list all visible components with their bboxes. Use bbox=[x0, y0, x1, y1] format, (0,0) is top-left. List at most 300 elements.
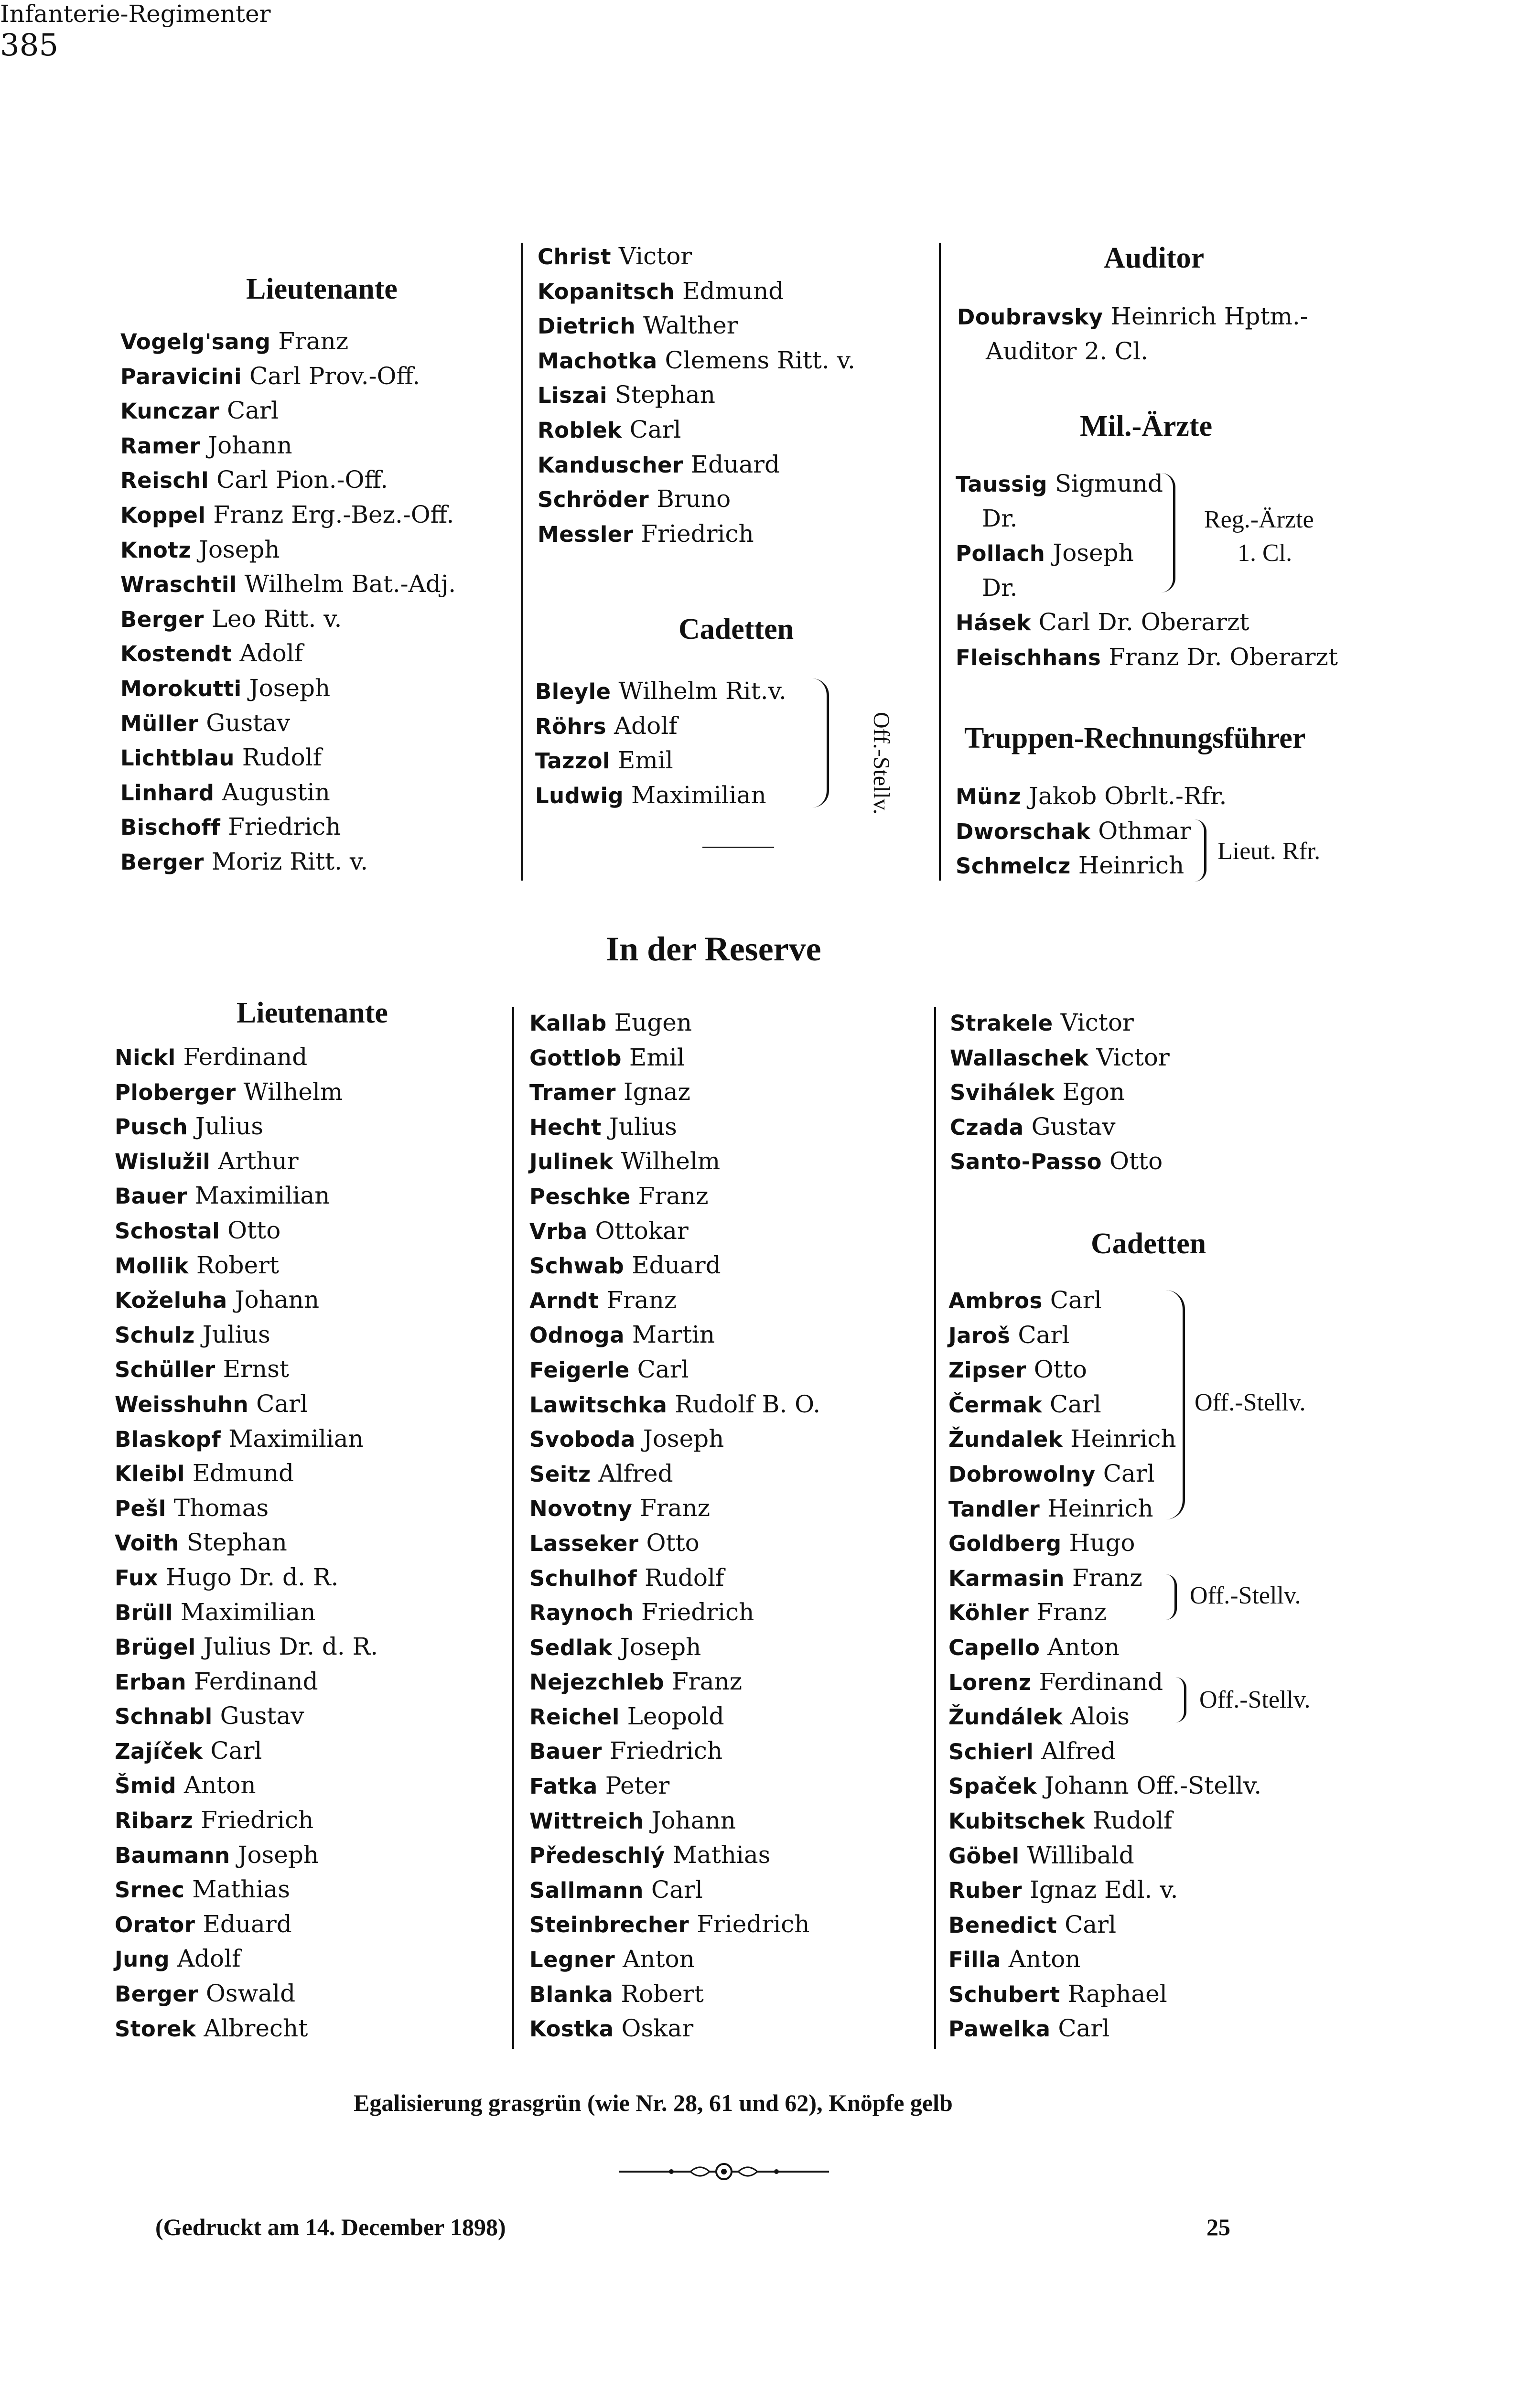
entry-details: Otto bbox=[646, 1528, 700, 1557]
list-entry bbox=[538, 517, 855, 551]
entry-details: Adolf bbox=[239, 639, 303, 667]
entry-surname: Nejezchleb bbox=[529, 1669, 665, 1695]
entry-surname: Srnec bbox=[115, 1877, 185, 1903]
entry-details: Heinrich bbox=[1078, 851, 1185, 880]
entry-details: Friedrich bbox=[200, 1806, 314, 1834]
entry-surname: Liszai bbox=[538, 383, 607, 409]
list-entry bbox=[950, 1005, 1170, 1040]
entry-surname: Kunczar bbox=[120, 398, 220, 424]
entry-details: Joseph bbox=[237, 1840, 319, 1869]
list-entry bbox=[120, 497, 456, 532]
list-entry bbox=[115, 1768, 378, 1803]
entry-details: Augustin bbox=[222, 778, 330, 806]
entry-details: Willibald bbox=[1027, 1841, 1134, 1869]
entry-surname: Feigerle bbox=[529, 1357, 630, 1383]
entry-surname: Legner bbox=[529, 1947, 615, 1973]
running-head: Infanterie-Regimenter bbox=[0, 0, 271, 28]
list-entry bbox=[535, 709, 786, 743]
entry-details: Eduard bbox=[632, 1251, 721, 1280]
list-entry bbox=[529, 1491, 820, 1526]
entry-surname: Vrba bbox=[529, 1218, 588, 1244]
entry-surname: Bleyle bbox=[535, 679, 611, 704]
entry-surname: Sallmann bbox=[529, 1877, 644, 1903]
entry-details: Ignaz bbox=[623, 1078, 690, 1106]
list-entry bbox=[538, 447, 855, 482]
entry-details: Gustav bbox=[206, 709, 291, 737]
entry-details: Ottokar bbox=[595, 1216, 689, 1245]
list-entry bbox=[948, 1803, 1261, 1838]
entry-details: Franz bbox=[640, 1494, 711, 1522]
entry-surname: Reischl bbox=[120, 468, 209, 494]
list-entry bbox=[529, 1421, 820, 1456]
entry-details: Franz Erg.-Bez.-Off. bbox=[213, 500, 454, 528]
column-rule bbox=[512, 1007, 514, 2049]
list-entry bbox=[538, 308, 855, 343]
list-entry bbox=[115, 1248, 378, 1283]
list-entry bbox=[529, 1560, 820, 1595]
entry-details: Eduard bbox=[203, 1910, 292, 1938]
heading-mil-aerzte: Mil.-Ärzte bbox=[1080, 410, 1213, 442]
entry-surname: Paravicini bbox=[120, 364, 242, 389]
bracket-label-class: 1. Cl. bbox=[1238, 539, 1292, 567]
column-rule bbox=[934, 1007, 936, 2049]
entry-details: Carl Prov.-Off. bbox=[249, 362, 420, 390]
entry-details: Rudolf B. O. bbox=[675, 1390, 821, 1418]
bracket-label-reg-aerzte: Reg.-Ärzte bbox=[1204, 506, 1314, 533]
entry-details: Maximilian bbox=[194, 1182, 330, 1210]
entry-details: Otto bbox=[1034, 1356, 1087, 1384]
list-entry bbox=[115, 1075, 378, 1109]
list-entry bbox=[120, 844, 456, 879]
entry-surname: Berger bbox=[120, 606, 204, 632]
bracket bbox=[1175, 1677, 1186, 1722]
list-entry bbox=[529, 1317, 820, 1352]
entry-surname: Fatka bbox=[529, 1774, 598, 1799]
entry-details: Johann bbox=[235, 1286, 320, 1314]
entry-surname: Ambros bbox=[948, 1288, 1043, 1313]
list-entry bbox=[529, 1630, 820, 1665]
list-entry bbox=[115, 1352, 378, 1387]
entry-details: Maximilian bbox=[228, 1424, 364, 1453]
entry-surname: Předeschlý bbox=[529, 1843, 665, 1869]
entry-surname: Žundalek bbox=[948, 1427, 1063, 1453]
entry-details: Carl bbox=[1050, 1286, 1102, 1314]
entry-surname: Nickl bbox=[115, 1045, 176, 1070]
entry-surname: Spaček bbox=[948, 1774, 1037, 1799]
bracket-label-off-stellv: Off.-Stellv. bbox=[869, 712, 894, 815]
list-entry bbox=[115, 1803, 378, 1838]
entry-details: Edmund bbox=[192, 1459, 294, 1487]
entry-surname: Bischoff bbox=[120, 815, 221, 840]
list-entry bbox=[948, 1838, 1261, 1873]
entry-surname: Erban bbox=[115, 1669, 187, 1695]
entry-details: Heinrich bbox=[1047, 1494, 1153, 1522]
entry-details: Franz bbox=[606, 1286, 677, 1314]
entry-surname: Wallaschek bbox=[950, 1045, 1089, 1071]
list-entry bbox=[115, 1941, 378, 1976]
entry-surname: Orator bbox=[115, 1912, 195, 1937]
entry-details: Gustav bbox=[1031, 1112, 1116, 1141]
list-entry bbox=[120, 324, 456, 359]
entry-surname: Linhard bbox=[120, 780, 215, 806]
entry-details: Gustav bbox=[220, 1702, 304, 1730]
entry-details: Victor bbox=[1096, 1043, 1170, 1071]
list-entry bbox=[529, 1040, 820, 1075]
entry-surname: Brügel bbox=[115, 1635, 196, 1660]
entry-details: Bruno bbox=[657, 485, 731, 513]
list-entry bbox=[529, 1075, 820, 1109]
entry-details: Friedrich bbox=[228, 813, 341, 841]
rechnung-list bbox=[956, 779, 1227, 883]
list-entry bbox=[948, 1491, 1261, 1526]
entry-surname: Filla bbox=[948, 1947, 1001, 1973]
entry-surname: Kostka bbox=[529, 2016, 614, 2042]
entry-surname: Karmasin bbox=[948, 1565, 1065, 1591]
entry-details: Jakob Obrlt.-Rfr. bbox=[1028, 782, 1227, 810]
entry-details: Carl bbox=[637, 1355, 689, 1383]
entry-details: Ferdinand bbox=[194, 1667, 318, 1695]
entry-surname: Dworschak bbox=[956, 818, 1091, 844]
column-rule bbox=[521, 243, 523, 881]
entry-surname: Reichel bbox=[529, 1704, 620, 1730]
bracket-label-off-stellv: Off.-Stellv. bbox=[1199, 1686, 1311, 1713]
entry-details: Anton bbox=[1008, 1945, 1081, 1973]
entry-surname: Seitz bbox=[529, 1461, 591, 1487]
auditor-entry bbox=[957, 299, 1308, 368]
list-entry bbox=[538, 239, 855, 274]
list-entry bbox=[529, 2011, 820, 2046]
list-entry bbox=[120, 706, 456, 741]
bracket bbox=[1166, 1290, 1185, 1519]
list-entry bbox=[956, 848, 1227, 883]
entry-surname: Machotka bbox=[538, 348, 657, 374]
entry-details: Carl bbox=[1049, 1390, 1101, 1418]
list-entry bbox=[948, 1526, 1261, 1560]
entry-details: Maximilian bbox=[180, 1598, 316, 1626]
entry-surname: Goldberg bbox=[948, 1531, 1062, 1557]
list-entry bbox=[115, 1109, 378, 1144]
entry-details: Wilhelm bbox=[243, 1077, 343, 1106]
list-entry bbox=[529, 1214, 820, 1248]
list-entry bbox=[538, 377, 855, 412]
entry-surname: Tazzol bbox=[535, 748, 610, 774]
column-rule bbox=[939, 243, 941, 881]
entry-surname: Kopanitsch bbox=[538, 279, 675, 304]
entry-surname: Weisshuhn bbox=[115, 1391, 249, 1417]
top-cadetten-list bbox=[535, 674, 786, 812]
entry-details: Carl bbox=[210, 1736, 262, 1765]
list-entry bbox=[115, 1421, 378, 1456]
entry-details: Emil bbox=[617, 746, 673, 775]
entry-surname: Messler bbox=[538, 521, 634, 547]
entry-surname: Julinek bbox=[529, 1149, 614, 1175]
list-entry bbox=[115, 1282, 378, 1317]
entry-details: Eduard bbox=[690, 450, 780, 478]
bracket bbox=[812, 678, 829, 807]
list-entry bbox=[948, 1872, 1261, 1907]
entry-details: Carl bbox=[1103, 1459, 1155, 1487]
list-entry bbox=[948, 1734, 1261, 1769]
entry-surname: Vogelg'sang bbox=[120, 329, 271, 355]
list-entry bbox=[120, 393, 456, 428]
list-entry bbox=[120, 740, 456, 775]
entry-surname: Blanka bbox=[529, 1981, 614, 2007]
list-entry bbox=[115, 1491, 378, 1526]
entry-details: Moriz Ritt. v. bbox=[211, 847, 368, 875]
entry-details: Carl bbox=[1018, 1321, 1070, 1349]
entry-surname: Göbel bbox=[948, 1843, 1020, 1869]
entry-surname: Knotz bbox=[120, 537, 192, 563]
list-entry bbox=[948, 1768, 1261, 1803]
list-entry bbox=[115, 1178, 378, 1213]
heading-lieutenante: Lieutenante bbox=[246, 273, 398, 305]
list-entry bbox=[529, 1838, 820, 1872]
list-entry bbox=[535, 674, 786, 709]
entry-details: Egon bbox=[1062, 1078, 1125, 1106]
list-entry bbox=[115, 1907, 378, 1942]
list-entry bbox=[956, 466, 1338, 501]
list-entry bbox=[529, 1109, 820, 1144]
entry-surname: Schulz bbox=[115, 1322, 195, 1348]
list-entry bbox=[538, 482, 855, 517]
entry-surname: Šmid bbox=[115, 1773, 176, 1799]
entry-surname: Kostendt bbox=[120, 641, 232, 667]
list-entry bbox=[529, 1456, 820, 1491]
entry-details: Wilhelm Bat.-Adj. bbox=[244, 570, 456, 598]
list-entry bbox=[956, 779, 1227, 814]
list-entry bbox=[115, 1456, 378, 1491]
list-entry bbox=[956, 605, 1338, 640]
entry-surname: Pollach bbox=[956, 541, 1045, 567]
entry-details: Leopold bbox=[627, 1702, 724, 1730]
heading-cadetten: Cadetten bbox=[1091, 1227, 1206, 1260]
list-entry bbox=[948, 1283, 1261, 1318]
entry-details: Anton bbox=[623, 1945, 695, 1973]
entry-surname: Dietrich bbox=[538, 313, 636, 339]
entry-details: Eugen bbox=[614, 1009, 692, 1036]
entry-details: Adolf bbox=[614, 711, 678, 740]
entry-surname: Baumann bbox=[115, 1842, 230, 1868]
entry-details: Auditor 2. Cl. bbox=[986, 337, 1149, 365]
entry-details: Joseph bbox=[620, 1633, 701, 1661]
list-entry bbox=[529, 1699, 820, 1734]
entry-surname: Svoboda bbox=[529, 1427, 635, 1453]
entry-surname: Roblek bbox=[538, 417, 622, 443]
list-entry bbox=[538, 343, 855, 378]
entry-details: Franz bbox=[1036, 1598, 1107, 1626]
entry-details: Dr. bbox=[982, 573, 1018, 602]
entry-surname: Arndt bbox=[529, 1288, 599, 1313]
list-entry bbox=[529, 1526, 820, 1560]
list-entry bbox=[538, 274, 855, 309]
entry-details: Carl bbox=[256, 1389, 308, 1418]
bracket bbox=[1195, 819, 1206, 882]
entry-details: Walther bbox=[643, 312, 738, 340]
entry-surname: Röhrs bbox=[535, 713, 607, 739]
page-number: 385 bbox=[0, 28, 59, 63]
entry-details: Ferdinand bbox=[1039, 1668, 1163, 1696]
entry-surname: Santo-Passo bbox=[950, 1149, 1102, 1175]
entry-details: Friedrich bbox=[609, 1737, 723, 1765]
list-entry bbox=[115, 1560, 378, 1595]
reserve-title: In der Reserve bbox=[606, 930, 821, 968]
list-entry bbox=[115, 1629, 378, 1664]
entry-surname: Bauer bbox=[115, 1184, 187, 1209]
entry-surname: Benedict bbox=[948, 1912, 1057, 1938]
entry-surname: Tandler bbox=[948, 1496, 1040, 1522]
entry-details: Arthur bbox=[218, 1147, 299, 1175]
list-entry bbox=[529, 1387, 820, 1422]
reserve-officers-list-2 bbox=[950, 1005, 1170, 1179]
list-entry bbox=[115, 1976, 378, 2011]
entry-surname: Taussig bbox=[956, 472, 1048, 497]
entry-surname: Kubitschek bbox=[948, 1808, 1086, 1834]
list-entry bbox=[950, 1109, 1170, 1144]
entry-surname: Koželuha bbox=[115, 1288, 227, 1313]
heading-auditor: Auditor bbox=[1104, 242, 1205, 274]
list-entry bbox=[950, 1144, 1170, 1179]
entry-details: Raphael bbox=[1067, 1980, 1167, 2008]
entry-surname: Novotny bbox=[529, 1496, 633, 1522]
entry-details: Robert bbox=[621, 1980, 704, 2008]
entry-details: Carl bbox=[651, 1875, 703, 1904]
entry-surname: Wittreich bbox=[529, 1808, 644, 1834]
entry-surname: Lichtblau bbox=[120, 745, 235, 771]
entry-surname: Jung bbox=[115, 1947, 170, 1972]
heading-cadetten: Cadetten bbox=[678, 613, 794, 646]
entry-details: Wilhelm Rit.v. bbox=[618, 677, 786, 705]
list-entry bbox=[956, 814, 1227, 849]
entry-details: Mathias bbox=[672, 1841, 771, 1869]
entry-surname: Jaroš bbox=[948, 1323, 1011, 1348]
entry-details: Friedrich bbox=[697, 1910, 810, 1938]
entry-details: Carl Pion.-Off. bbox=[216, 466, 388, 494]
entry-surname: Wislužil bbox=[115, 1149, 211, 1174]
aerzte-list bbox=[956, 466, 1338, 675]
entry-details: Carl bbox=[1065, 1910, 1117, 1938]
entry-surname: Čermak bbox=[948, 1392, 1042, 1418]
entry-surname: Lawitschka bbox=[529, 1392, 668, 1418]
entry-surname: Berger bbox=[115, 1981, 198, 2007]
heading-truppen-rechnungsfuehrer: Truppen-Rechnungsführer bbox=[964, 722, 1306, 754]
list-entry bbox=[538, 412, 855, 447]
list-entry bbox=[529, 1144, 820, 1179]
entry-surname: Mollik bbox=[115, 1253, 189, 1279]
list-entry bbox=[529, 1283, 820, 1318]
list-entry bbox=[948, 1456, 1261, 1491]
entry-surname: Hásek bbox=[956, 610, 1031, 636]
entry-surname: Czada bbox=[950, 1114, 1024, 1140]
list-entry bbox=[115, 1525, 378, 1560]
entry-details: Rudolf bbox=[1093, 1806, 1173, 1834]
entry-surname: Zajíček bbox=[115, 1738, 203, 1764]
list-entry bbox=[529, 1803, 820, 1838]
entry-details: Joseph bbox=[198, 535, 280, 563]
entry-surname: Strakele bbox=[950, 1011, 1053, 1036]
entry-details: Peter bbox=[605, 1772, 670, 1800]
entry-details: Othmar bbox=[1098, 817, 1191, 845]
list-entry bbox=[115, 1387, 378, 1421]
entry-surname: Ludwig bbox=[535, 783, 624, 808]
list-entry bbox=[948, 1907, 1261, 1942]
list-entry bbox=[948, 1977, 1261, 2012]
entry-surname: Pusch bbox=[115, 1114, 188, 1140]
entry-details: Thomas bbox=[173, 1494, 269, 1522]
entry-surname: Blaskopf bbox=[115, 1426, 221, 1452]
entry-surname: Tramer bbox=[529, 1080, 616, 1106]
list-entry bbox=[115, 1144, 378, 1179]
entry-surname: Berger bbox=[120, 849, 204, 875]
list-entry bbox=[948, 1630, 1261, 1665]
entry-surname: Schostal bbox=[115, 1218, 220, 1244]
entry-surname: Kleibl bbox=[115, 1461, 185, 1487]
entry-details: Johann bbox=[208, 431, 292, 459]
entry-details: Joseph bbox=[643, 1425, 724, 1453]
list-entry bbox=[120, 602, 456, 636]
list-entry bbox=[115, 1213, 378, 1248]
entry-details: Oswald bbox=[205, 1980, 296, 2008]
entry-details: Franz bbox=[278, 327, 349, 355]
entry-surname: Wraschtil bbox=[120, 572, 237, 598]
bracket bbox=[1161, 473, 1175, 592]
entry-surname: Žundálek bbox=[948, 1704, 1063, 1730]
list-entry bbox=[529, 1977, 820, 2012]
entry-surname: Morokutti bbox=[120, 676, 242, 701]
entry-details: Ferdinand bbox=[183, 1043, 308, 1071]
entry-surname: Ramer bbox=[120, 433, 201, 459]
entry-details: Otto bbox=[227, 1216, 281, 1244]
entry-surname: Schröder bbox=[538, 487, 649, 513]
entry-details: Joseph bbox=[1053, 539, 1134, 567]
entry-surname: Schüller bbox=[115, 1357, 215, 1383]
entry-details: Rudolf bbox=[645, 1563, 724, 1592]
entry-surname: Köhler bbox=[948, 1600, 1029, 1626]
entry-surname: Peschke bbox=[529, 1184, 631, 1209]
entry-details: Heinrich bbox=[1070, 1425, 1176, 1453]
list-entry bbox=[120, 532, 456, 567]
entry-surname: Lasseker bbox=[529, 1530, 639, 1556]
entry-details: Franz bbox=[1072, 1563, 1142, 1592]
list-entry bbox=[115, 1699, 378, 1733]
entry-surname: Fux bbox=[115, 1565, 159, 1591]
entry-surname: Sedlak bbox=[529, 1635, 613, 1660]
entry-details: Julius bbox=[609, 1112, 677, 1141]
print-date-note: (Gedruckt am 14. December 1898) bbox=[155, 2214, 506, 2240]
entry-details: Franz Dr. Oberarzt bbox=[1109, 643, 1338, 671]
entry-surname: Schulhof bbox=[529, 1565, 637, 1591]
entry-details: Victor bbox=[618, 242, 692, 270]
entry-details: Victor bbox=[1060, 1009, 1134, 1036]
top-lieutenante-list bbox=[120, 324, 456, 879]
entry-surname: Schnabl bbox=[115, 1704, 213, 1730]
entry-surname: Pešl bbox=[115, 1496, 166, 1521]
entry-details: Julius bbox=[195, 1112, 264, 1141]
list-entry bbox=[529, 1733, 820, 1768]
list-entry bbox=[529, 1248, 820, 1283]
entry-details: Franz bbox=[638, 1182, 709, 1210]
entry-details: Julius Dr. d. R. bbox=[203, 1633, 378, 1661]
entry-surname: Brüll bbox=[115, 1600, 173, 1625]
entry-surname: Lorenz bbox=[948, 1669, 1032, 1695]
list-entry bbox=[529, 1872, 820, 1907]
bracket bbox=[1166, 1574, 1177, 1620]
list-entry bbox=[948, 1421, 1261, 1456]
list-entry bbox=[120, 463, 456, 497]
bracket-label-off-stellv: Off.-Stellv. bbox=[1190, 1582, 1301, 1609]
entry-surname: Schmelcz bbox=[956, 853, 1071, 879]
entry-surname: Kallab bbox=[529, 1011, 607, 1036]
entry-details: Friedrich bbox=[641, 519, 754, 548]
